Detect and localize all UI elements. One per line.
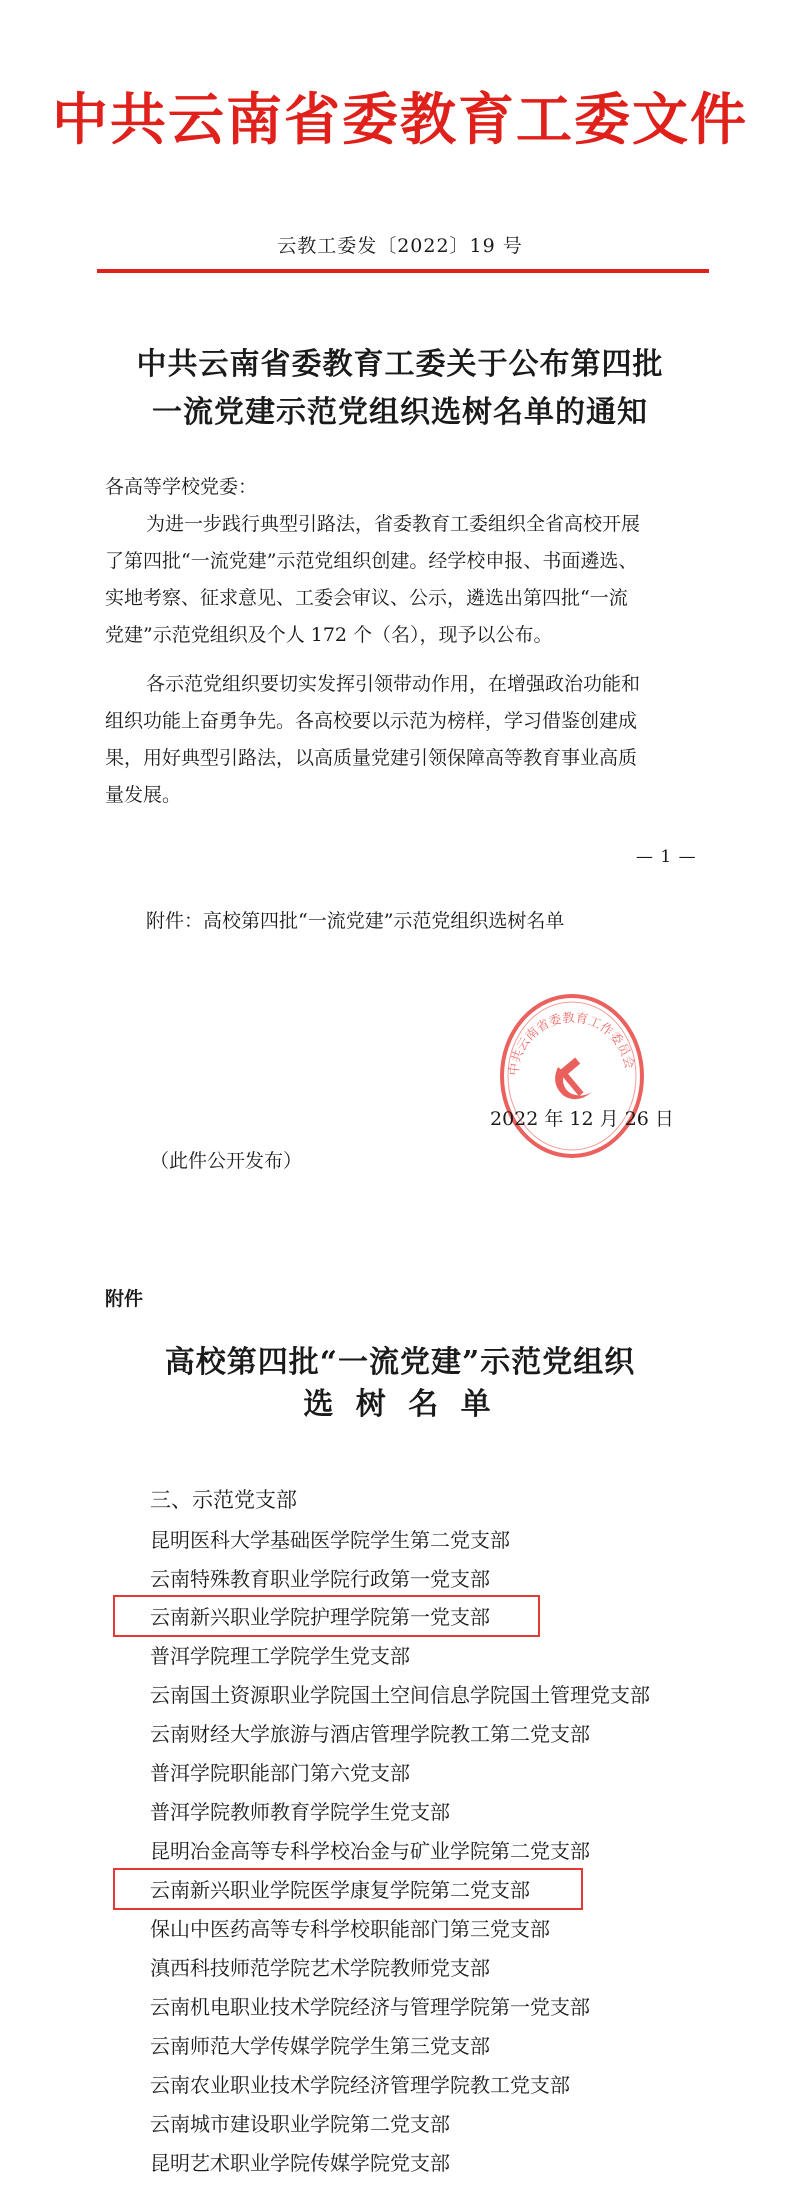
- notice-title-line2: 一流党建示范党组织选树名单的通知: [152, 395, 648, 430]
- list-item: 云南城市建设职业学院第二党支部: [150, 2112, 450, 2136]
- publication-note: （此件公开发布）: [150, 1150, 303, 1172]
- attachment-reference: 附件：高校第四批“一流党建”示范党组织选树名单: [146, 910, 565, 932]
- paragraph-1-line-2: 了第四批“一流党建”示范党组织创建。经学校申报、书面遴选、: [105, 550, 638, 572]
- paragraph-2-line-2: 组织功能上奋勇争先。各高校要以示范为榜样，学习借鉴创建成: [105, 710, 638, 732]
- attachment-title-line1: 高校第四批“一流党建”示范党组织: [164, 1345, 636, 1380]
- list-item-highlighted: 云南新兴职业学院医学康复学院第二党支部: [150, 1878, 530, 1902]
- list-item: 普洱学院理工学院学生党支部: [150, 1644, 410, 1668]
- list-item: 云南机电职业技术学院经济与管理学院第一党支部: [150, 1995, 590, 2019]
- list-item: 滇西科技师范学院艺术学院教师党支部: [150, 1956, 490, 1980]
- paragraph-2-line-3: 果，用好典型引路法，以高质量党建引领保障高等教育事业高质: [105, 747, 638, 769]
- seal-text: 中共云南省委教育工作委员会: [505, 1009, 638, 1077]
- attachment-title-line2: 选 树 名 单: [303, 1387, 497, 1422]
- paragraph-1-line-3: 实地考察、征求意见、工委会审议、公示，遴选出第四批“一流: [105, 587, 628, 609]
- header-red-rule: [97, 269, 709, 273]
- list-item: 昆明医科大学基础医学院学生第二党支部: [150, 1528, 510, 1552]
- page-number: — 1 —: [636, 847, 697, 867]
- salutation: 各高等学校党委：: [105, 476, 258, 498]
- list-item: 云南师范大学传媒学院学生第三党支部: [150, 2034, 490, 2058]
- notice-title-line1: 中共云南省委教育工委关于公布第四批: [136, 347, 664, 382]
- paragraph-1-line-1: 为进一步践行典型引路法，省委教育工委组织全省高校开展: [146, 513, 641, 535]
- list-item: 云南特殊教育职业学院行政第一党支部: [150, 1567, 490, 1591]
- list-item: 普洱学院教师教育学院学生党支部: [150, 1800, 450, 1824]
- list-item: 昆明冶金高等专科学校冶金与矿业学院第二党支部: [150, 1839, 590, 1863]
- issue-date: 2022 年 12 月 26 日: [490, 1108, 674, 1130]
- list-item-highlighted: 云南新兴职业学院护理学院第一党支部: [150, 1605, 490, 1629]
- paragraph-1-line-4: 党建”示范党组织及个人 172 个（名），现予以公布。: [105, 624, 553, 646]
- list-item: 云南财经大学旅游与酒店管理学院教工第二党支部: [150, 1722, 590, 1746]
- document-number: 云教工委发〔2022〕19 号: [277, 235, 523, 257]
- official-seal-stamp: [498, 992, 646, 1160]
- list-item: 云南国土资源职业学院国土空间信息学院国土管理党支部: [150, 1683, 650, 1707]
- paragraph-2-line-4: 量发展。: [105, 784, 182, 806]
- list-item: 昆明艺术职业学院传媒学院党支部: [150, 2151, 450, 2175]
- attachment-label: 附件: [105, 1288, 144, 1310]
- hammer-sickle-icon: [555, 1058, 592, 1100]
- list-item: 保山中医药高等专科学校职能部门第三党支部: [150, 1917, 550, 1941]
- document-header-title: 中共云南省委教育工委文件: [52, 87, 748, 153]
- list-item: 普洱学院职能部门第六党支部: [150, 1761, 410, 1785]
- section-heading: 三、示范党支部: [150, 1488, 297, 1512]
- paragraph-2-line-1: 各示范党组织要切实发挥引领带动作用，在增强政治功能和: [146, 673, 641, 695]
- list-item: 云南农业职业技术学院经济管理学院教工党支部: [150, 2073, 570, 2097]
